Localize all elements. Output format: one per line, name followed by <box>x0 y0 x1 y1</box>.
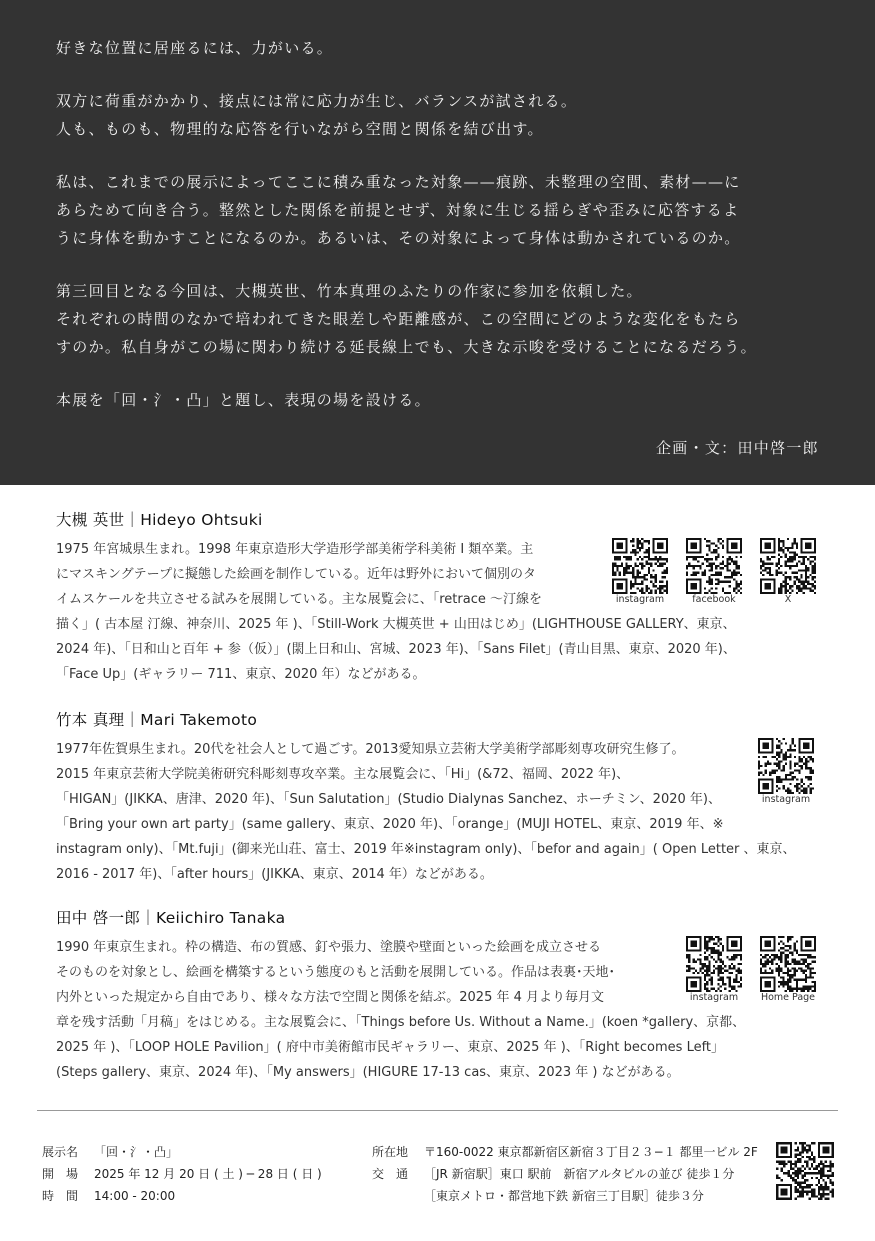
artist-bio <box>56 737 820 887</box>
exhibition-info <box>42 1141 322 1207</box>
statement-paragraph-4 <box>56 277 819 361</box>
qr-code-icon <box>760 936 816 992</box>
qr-caption: instagram <box>689 992 739 1003</box>
statement-line: 本展を「回・氵・凸」と題し、表現の場を設ける。 <box>56 391 431 409</box>
info-label: 展示名 <box>42 1145 79 1159</box>
venue-info <box>372 1141 758 1207</box>
statement-line: 双方に荷重がかかり、接点には常に応力が生じ、バランスが試される。 <box>56 92 578 110</box>
bio-line: 2015 年東京芸術大学院美術研究科彫刻専攻卒業。主な展覧会に、「Hi」(&72、福岡、2022 年)、 <box>56 767 630 782</box>
bio-line: そのものを対象とし、絵画を構築するという態度のもと活動を展開している。作品は表裏･天地･ <box>56 965 616 980</box>
qr-caption: Home Page <box>760 992 816 1003</box>
qr-group <box>758 738 814 805</box>
info-value: 2025 年 12 月 20 日 ( 土 ) ─ 28 日 ( 日 ) <box>94 1167 322 1181</box>
bio-line: instagram only)、「Mt.fuji」(御来光山荘、富士、2019 年※instagram only)、「befor and again」( Open Letter 、東京、 <box>56 842 796 857</box>
bio-line: にマスキングテープに擬態した絵画を制作している。近年は野外において個別のタ <box>56 567 536 582</box>
bio-line: 2025 年 )、「LOOP HOLE Pavilion」( 府中市美術館市民ギャラリー、東京、2025 年 )、「Right becomes Left」 <box>56 1040 725 1055</box>
qr-caption: instagram <box>615 594 665 605</box>
statement-line: すのか。私自身がこの場に関わり続ける延長線上でも、大きな示唆を受けることになるだろう。 <box>56 338 757 356</box>
statement-line: 好きな位置に居座るには、力がいる。 <box>56 39 334 57</box>
bio-line: 1977年佐賀県生まれ。20代を社会人として過ごす。2013愛知県立芸術大学美術学部彫刻専攻研究生修了。 <box>56 742 685 757</box>
bio-line: 章を残す活動「月稿」をはじめる。主な展覧会に、「Things before Us. Without a Name.」(koen *gallery、京都、 <box>56 1015 746 1030</box>
qr-facebook[interactable] <box>686 538 742 605</box>
artist-takemoto <box>56 708 820 887</box>
qr-x[interactable] <box>760 538 816 605</box>
artist-name: 田中 啓一郎｜Keiichiro Tanaka <box>56 909 286 927</box>
qr-instagram[interactable] <box>686 936 742 1003</box>
qr-group <box>612 538 816 605</box>
bio-line: 1990 年東京生まれ。枠の構造、布の質感、釘や張力、塗膜や壁面といった絵画を成立させる <box>56 940 601 955</box>
info-row-dates <box>42 1163 322 1185</box>
statement-block <box>0 0 875 485</box>
artist-name: 竹本 真理｜Mari Takemoto <box>56 711 258 729</box>
qr-code-icon <box>760 538 816 594</box>
info-label: 開 場 <box>42 1167 79 1181</box>
statement-paragraph-2 <box>56 87 819 143</box>
qr-code-icon <box>612 538 668 594</box>
info-value: 「回・氵・凸」 <box>94 1145 179 1159</box>
info-row-title <box>42 1141 322 1163</box>
artist-name: 大槻 英世｜Hideyo Ohtsuki <box>56 511 263 529</box>
bio-line: 2016 - 2017 年)、「after hours」(JIKKA、東京、2014 年）などがある。 <box>56 867 493 882</box>
qr-code-icon <box>776 1142 834 1200</box>
venue-qr[interactable] <box>776 1142 834 1200</box>
info-label: 時 間 <box>42 1189 79 1203</box>
statement-paragraph-3 <box>56 168 819 252</box>
info-value: 14:00 - 20:00 <box>94 1189 176 1203</box>
info-value: 〒160-0022 東京都新宿区新宿３丁目２３−１ 都里一ビル 2F <box>424 1145 758 1159</box>
qr-code-icon <box>686 538 742 594</box>
statement-paragraph-1 <box>56 34 819 62</box>
bio-line: 「Bring your own art party」(same gallery、東京、2020 年)、「orange」(MUJI HOTEL、東京、2019 年、※ <box>56 817 724 832</box>
qr-code-icon <box>758 738 814 794</box>
info-label: 所在地 <box>372 1145 409 1159</box>
qr-caption: X <box>784 594 792 605</box>
info-label: 交 通 <box>372 1167 409 1181</box>
bio-line: 「HIGAN」(JIKKA、唐津、2020 年)、「Sun Salutation」(Studio Dialynas Sanchez、ホーチミン、2020 年)、 <box>56 792 721 807</box>
qr-instagram[interactable] <box>758 738 814 805</box>
info-value: ［JR 新宿駅］東口 駅前 新宿アルタビルの並び 徒歩１分 <box>424 1167 735 1181</box>
statement-line: 第三回目となる今回は、大槻英世、竹本真理のふたりの作家に参加を依頼した。 <box>56 282 643 300</box>
bio-line: 2024 年)、「日和山と百年 + 参（仮）」(閖上日和山、宮城、2023 年)、「Sans Filet」(青山目黒、東京、2020 年)、 <box>56 642 736 657</box>
qr-caption: instagram <box>761 794 811 805</box>
qr-instagram[interactable] <box>612 538 668 605</box>
info-row-access-2 <box>372 1185 758 1207</box>
bio-line: 描く」( 古本屋 汀線、神奈川、2025 年 )、「Still-Work 大槻英世 + 山田はじめ」(LIGHTHOUSE GALLERY、東京、 <box>56 617 736 632</box>
artist-ohtsuki <box>56 508 820 687</box>
qr-caption: facebook <box>692 594 736 605</box>
statement-line: 私は、これまでの展示によってここに積み重なった対象——痕跡、未整理の空間、素材——に <box>56 173 741 191</box>
info-row-access <box>372 1163 758 1185</box>
statement-credit: 企画・文：田中啓一郎 <box>655 439 819 457</box>
statement-paragraph-5 <box>56 386 819 414</box>
footer-divider <box>37 1110 838 1111</box>
bio-line: イムスケールを共立させる試みを展開している。主な展覧会に、「retrace 〜汀線を <box>56 592 542 607</box>
qr-code-icon <box>686 936 742 992</box>
qr-home-page[interactable] <box>760 936 816 1003</box>
info-label <box>372 1185 424 1207</box>
bio-line: 「Face Up」(ギャラリー 711、東京、2020 年）などがある。 <box>56 667 426 682</box>
statement-line: あらためて向き合う。整然とした関係を前提とせず、対象に生じる揺らぎや歪みに応答するよ <box>56 201 740 219</box>
artist-tanaka <box>56 906 820 1085</box>
info-row-address <box>372 1141 758 1163</box>
bio-line: 1975 年宮城県生まれ。1998 年東京造形大学造形学部美術学科美術 I 類卒業。主 <box>56 542 534 557</box>
qr-group <box>686 936 816 1003</box>
info-value: ［東京メトロ・都営地下鉄 新宿三丁目駅］徒歩３分 <box>424 1189 704 1203</box>
statement-line: それぞれの時間のなかで培われてきた眼差しや距離感が、この空間にどのような変化をもたら <box>56 310 741 328</box>
statement-line: 人も、ものも、物理的な応答を行いながら空間と関係を結び出す。 <box>56 120 544 138</box>
bio-line: 内外といった規定から自由であり、様々な方法で空間と関係を結ぶ。2025 年 4 月より毎月文 <box>56 990 605 1005</box>
info-row-hours <box>42 1185 322 1207</box>
bio-line: (Steps gallery、東京、2024 年)、「My answers」(HIGURE 17-13 cas、東京、2023 年 ) などがある。 <box>56 1065 680 1080</box>
statement-line: うに身体を動かすことになるのか。あるいは、その対象によって身体は動かされているのか。 <box>56 229 741 247</box>
